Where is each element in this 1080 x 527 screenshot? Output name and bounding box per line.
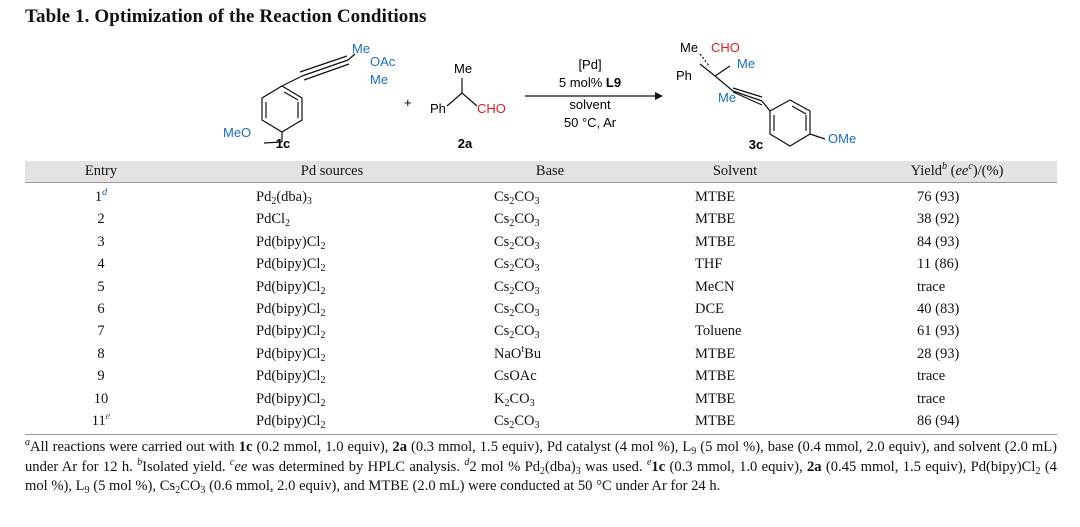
sm1-label: 1c xyxy=(275,136,291,151)
prod-ome: OMe xyxy=(828,131,857,146)
pd-source-cell: $Pd(bipy)Cl_2$ xyxy=(256,233,326,252)
prod-me-right: Me xyxy=(737,56,756,71)
yield-cell: 11 (86) xyxy=(917,256,959,273)
pd-source-cell: PdCl$_2$ xyxy=(256,211,291,230)
prod-ph: Ph xyxy=(676,68,692,83)
solvent-cell: MTBE xyxy=(695,345,736,362)
table-row xyxy=(25,189,1057,211)
prod-label: 3c xyxy=(748,137,764,152)
plus-sign: + xyxy=(404,95,412,110)
table-row xyxy=(25,256,1057,278)
base-cell: $Cs_2CO_3$ xyxy=(494,233,540,252)
table-header xyxy=(25,161,1057,183)
solvent-cell: MTBE xyxy=(695,189,736,205)
yield-cell: 84 (93) xyxy=(917,233,960,250)
base-cell: NaO$^t$Bu xyxy=(494,343,542,362)
pd-source-cell: $Pd_2(dba)_3$ xyxy=(256,189,312,207)
entry-cell: 1$^d$ xyxy=(94,187,108,205)
pd-source-cell: $Pd(bipy)Cl_2$ xyxy=(256,412,326,431)
yield-cell: 61 (93) xyxy=(917,323,960,340)
entry-cell: 3 xyxy=(97,233,105,250)
entry-cell: 10 xyxy=(93,390,109,407)
sm2-ph: Ph xyxy=(430,101,446,116)
header-entry: Entry xyxy=(84,163,118,179)
base-cell: $Cs_2CO_3$ xyxy=(494,211,540,230)
condition-ligand: 5 mol% L9 xyxy=(558,75,622,90)
table-row xyxy=(25,279,1057,301)
prod-me-bottom: Me xyxy=(718,90,737,105)
table-title: Table 1. Optimization of the Reaction Conditions xyxy=(25,6,427,27)
footnote-e: $^e$1c (0.3 mmol, 1.0 equiv), 2a (0.45 mmol, 1.5 equiv), $Pd(bipy)Cl_2$ (4 mol %), $L_9$ (5 mol %), $Cs_2CO_3$ (0.6 mmol, 2.0 equiv), and MTBE (2.0 mL) were conducted at 50 °C under Ar for 24 h. xyxy=(25,456,1057,496)
yield-cell: trace xyxy=(917,278,946,295)
entry-cell: 4 xyxy=(97,256,105,273)
condition-solvent: solvent xyxy=(569,97,611,112)
yield-cell: 76 (93) xyxy=(917,189,960,205)
pd-source-cell: $Pd(bipy)Cl_2$ xyxy=(256,323,326,342)
prod-me-top: Me xyxy=(680,40,699,55)
solvent-cell: Toluene xyxy=(695,323,742,340)
header-pd-sources: Pd sources xyxy=(300,163,364,179)
condition-temperature: 50 °C, Ar xyxy=(563,115,617,130)
table-footnotes xyxy=(25,438,1057,497)
entry-cell: 5 xyxy=(97,278,105,295)
table-row xyxy=(25,368,1057,390)
pd-source-cell: $Pd(bipy)Cl_2$ xyxy=(256,345,326,364)
solvent-cell: MTBE xyxy=(695,412,736,429)
base-cell: $Cs_2CO_3$ xyxy=(494,300,540,319)
footnote-c: $^c$ee was determined by HPLC analysis. xyxy=(229,456,460,475)
entry-cell: 9 xyxy=(97,368,105,385)
solvent-cell: MTBE xyxy=(695,390,736,407)
header-base: Base xyxy=(535,163,565,179)
solvent-cell: MTBE xyxy=(695,211,736,228)
yield-cell: 28 (93) xyxy=(917,345,960,362)
entry-cell: 7 xyxy=(97,323,105,340)
entry-cell: 11e xyxy=(91,410,111,429)
yield-cell: 40 (83) xyxy=(917,300,960,317)
solvent-cell: MTBE xyxy=(695,233,736,250)
solvent-cell: THF xyxy=(695,256,723,273)
entry-cell: 6 xyxy=(97,300,105,317)
entry-cell: 8 xyxy=(97,345,105,362)
aryl-ring xyxy=(262,86,302,132)
solvent-cell: MeCN xyxy=(695,278,735,295)
base-cell: $Cs_2CO_3$ xyxy=(494,256,540,275)
footnote-b: $^b$Isolated yield. xyxy=(137,456,226,475)
pd-source-cell: $Pd(bipy)Cl_2$ xyxy=(256,368,326,387)
footnote-d: $^d$2 mol % $Pd_2(dba)_3$ was used. xyxy=(464,456,643,477)
sm1-meo: MeO xyxy=(223,125,252,140)
pd-source-cell: $Pd(bipy)Cl_2$ xyxy=(256,256,326,275)
table-row xyxy=(25,391,1057,413)
sm1-me-top: Me xyxy=(352,41,371,56)
sm2-label: 2a xyxy=(457,136,473,151)
sm1-me-bottom: Me xyxy=(370,72,389,87)
aryl-ring xyxy=(770,100,810,146)
footnote-a: $^a$All reactions were carried out with 1c (0.2 mmol, 1.0 equiv), 2a (0.3 mmol, 1.5 equiv), Pd catalyst (4 mol %), $L_9$ (5 mol %), base (0.4 mmol, 2.0 equiv), and solvent (2.0 mL) under Ar for 12 h. xyxy=(25,437,1058,475)
solvent-cell: MTBE xyxy=(695,368,736,385)
yield-cell: trace xyxy=(917,368,946,385)
table-row xyxy=(25,323,1057,345)
sm2-me: Me xyxy=(454,61,473,76)
yield-cell: 38 (92) xyxy=(917,211,960,228)
yield-cell: trace xyxy=(917,390,946,407)
table-row xyxy=(25,301,1057,323)
base-cell: $Cs_2CO_3$ xyxy=(494,189,540,207)
solvent-cell: DCE xyxy=(695,300,724,317)
table-body xyxy=(25,189,1057,435)
reaction-scheme xyxy=(0,36,1080,158)
pd-source-cell: $Pd(bipy)Cl_2$ xyxy=(256,390,326,409)
table-row xyxy=(25,410,1057,435)
header-yield: Yield$^b$ (ee$^c$)/(%) xyxy=(910,161,1004,179)
condition-catalyst: [Pd] xyxy=(578,57,602,72)
pd-source-cell: $Pd(bipy)Cl_2$ xyxy=(256,300,326,319)
sm2-cho: CHO xyxy=(477,101,506,116)
base-cell: $K_2CO_3$ xyxy=(494,390,535,409)
prod-cho: CHO xyxy=(711,40,740,55)
sm1-oac: OAc xyxy=(370,54,396,69)
yield-cell: 86 (94) xyxy=(917,412,960,429)
header-solvent: Solvent xyxy=(712,163,758,179)
entry-cell: 2 xyxy=(97,211,105,228)
pd-source-cell: $Pd(bipy)Cl_2$ xyxy=(256,278,326,297)
base-cell: $Cs_2CO_3$ xyxy=(494,412,540,431)
base-cell: CsOAc xyxy=(494,368,537,385)
base-cell: $Cs_2CO_3$ xyxy=(494,323,540,342)
table-row xyxy=(25,211,1057,233)
table-bottom-rule xyxy=(25,434,1057,435)
table-row xyxy=(25,234,1057,256)
table-row xyxy=(25,343,1057,368)
alkyne-bond xyxy=(302,60,348,76)
base-cell: $Cs_2CO_3$ xyxy=(494,278,540,297)
